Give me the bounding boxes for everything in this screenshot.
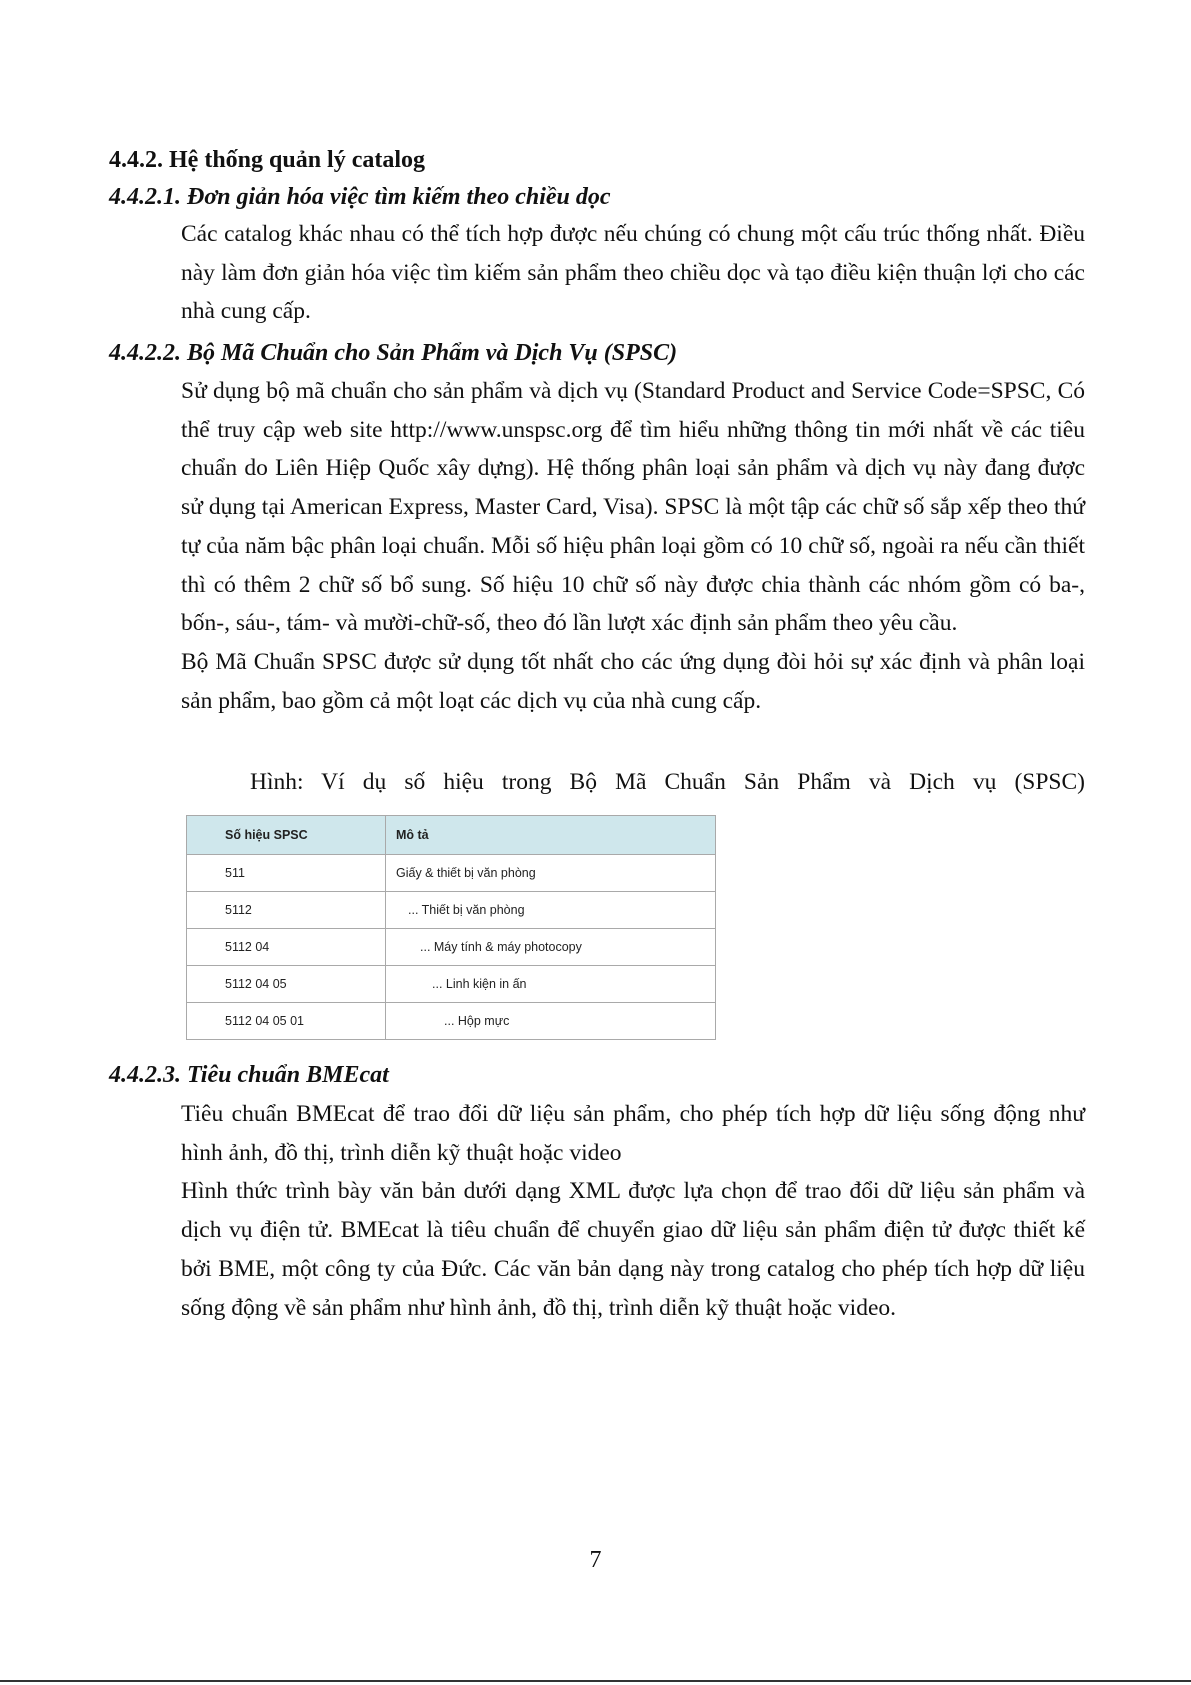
paragraph-bmecat [181, 1095, 1085, 1327]
paragraph-text: Hình thức trình bày văn bản dưới dạng XML được lựa chọn để trao đổi dữ liệu sản phẩm và dịch vụ điện tử. BMEcat là tiêu chuẩn để chuyển giao dữ liệu sản phẩm điện tử được thiết kế bởi BME, một công ty của Đức. Các văn bản dạng này trong catalog cho phép tích hợp dữ liệu sống động về sản phẩm như hình ảnh, đồ thị, trình diễn kỹ thuật hoặc video. [181, 1178, 1085, 1321]
figure-caption: Hình: Ví dụ số hiệu trong Bộ Mã Chuẩn Sản Phẩm và Dịch vụ (SPSC) [250, 769, 1085, 795]
table-cell-description: ... Máy tính & máy photocopy [386, 929, 716, 966]
paragraph-text: Sử dụng bộ mã chuẩn cho sản phẩm và dịch vụ (Standard Product and Service Code=SPSC, Có thể truy cập web site http://www.unspsc.org để tìm hiểu những thông tin mới nhất về các tiêu chuẩn do Liên Hiệp Quốc xây dựng). Hệ thống phân loại sản phẩm và dịch vụ này đang được sử dụng tại American Express, Master Card, Visa). SPSC là một tập các chữ số sắp xếp theo thứ tự của năm bậc phân loại chuẩn. Mỗi số hiệu phân loại gồm có 10 chữ số, ngoài ra nếu cần thiết thì có thêm 2 chữ số bổ sung. Số hiệu 10 chữ số này được chia thành các nhóm gồm có ba-, bốn-, sáu-, tám- và mười-chữ-số, theo đó lần lượt xác định sản phẩm theo yêu cầu. [181, 378, 1085, 637]
column-header-description: Mô tả [386, 816, 716, 855]
table-cell-code: 5112 04 [187, 929, 386, 966]
table-row [187, 929, 716, 966]
subsection-heading-bmecat: 4.4.2.3. Tiêu chuẩn BMEcat [109, 1062, 389, 1088]
table-cell-description: Giấy & thiết bị văn phòng [386, 855, 716, 892]
table-row [187, 855, 716, 892]
subsection-heading-vertical-search: 4.4.2.1. Đơn giản hóa việc tìm kiếm theo chiều dọc [109, 184, 611, 210]
table-cell-code: 511 [187, 855, 386, 892]
spsc-code-table [186, 815, 716, 1040]
table-cell-code: 5112 04 05 [187, 966, 386, 1003]
table-cell-code: 5112 04 05 01 [187, 1003, 386, 1040]
page-number: 7 [589, 1547, 602, 1573]
paragraph-vertical-search [181, 215, 1085, 331]
table-row [187, 892, 716, 929]
column-header-code: Số hiệu SPSC [187, 816, 386, 855]
paragraph-spsc [181, 372, 1085, 720]
table-header-row [187, 816, 716, 855]
table-cell-code: 5112 [187, 892, 386, 929]
subsection-heading-spsc: 4.4.2.2. Bộ Mã Chuẩn cho Sản Phẩm và Dịch Vụ (SPSC) [109, 340, 678, 366]
table-cell-description: ... Linh kiện in ấn [386, 966, 716, 1003]
paragraph-text: Tiêu chuẩn BMEcat để trao đổi dữ liệu sản phẩm, cho phép tích hợp dữ liệu sống động như hình ảnh, đồ thị, trình diễn kỹ thuật hoặc video [181, 1101, 1085, 1166]
paragraph-text: Bộ Mã Chuẩn SPSC được sử dụng tốt nhất cho các ứng dụng đòi hỏi sự xác định và phân loại sản phẩm, bao gồm cả một loạt các dịch vụ của nhà cung cấp. [181, 648, 1085, 714]
page-bottom-rule [0, 1680, 1191, 1682]
table-cell-description: ... Hộp mực [386, 1003, 716, 1040]
section-heading: 4.4.2. Hệ thống quản lý catalog [109, 147, 426, 173]
paragraph-text: Các catalog khác nhau có thể tích hợp được nếu chúng có chung một cấu trúc thống nhất. Điều này làm đơn giản hóa việc tìm kiếm sản phẩm theo chiều dọc và tạo điều kiện thuận lợi cho các nhà cung cấp. [181, 221, 1085, 325]
table-cell-description: ... Thiết bị văn phòng [386, 892, 716, 929]
table-row [187, 966, 716, 1003]
table-row [187, 1003, 716, 1040]
